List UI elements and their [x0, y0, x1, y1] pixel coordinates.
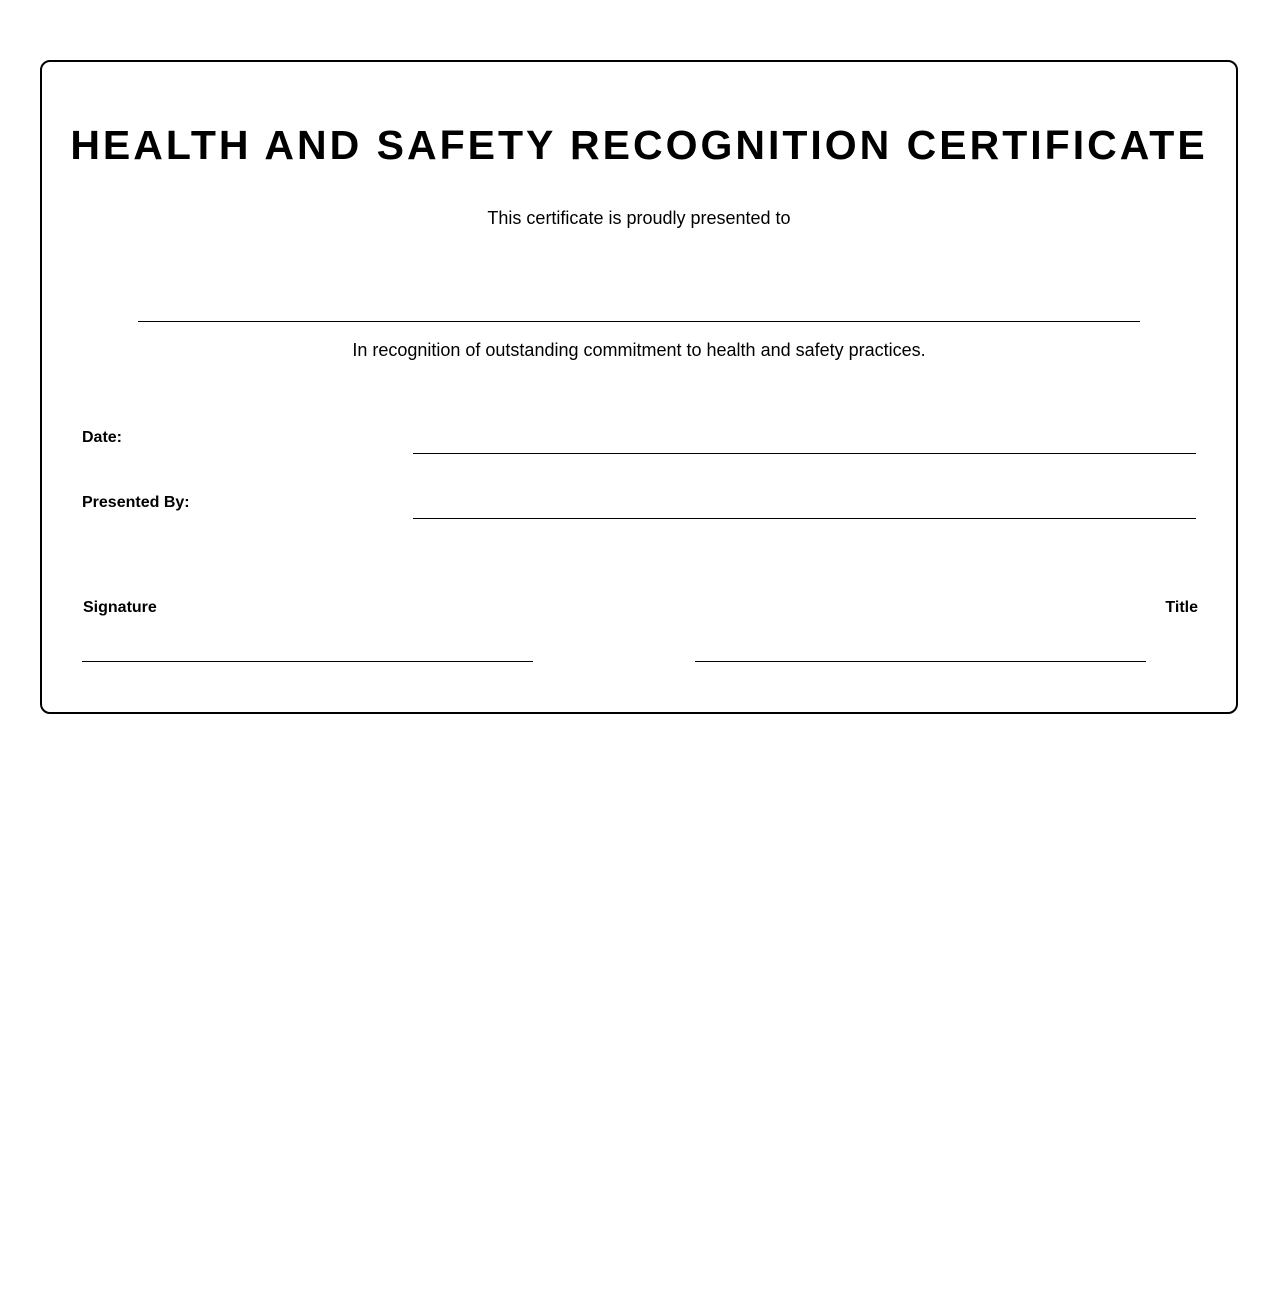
- certificate-frame: [40, 60, 1238, 714]
- recognition-text: In recognition of outstanding commitment to health and safety practices.: [352, 340, 926, 360]
- title-label: Title: [1165, 599, 1198, 616]
- date-line[interactable]: [413, 453, 1196, 454]
- recipient-name-line[interactable]: [138, 321, 1140, 322]
- presented-to-text: This certificate is proudly presented to: [487, 208, 791, 228]
- signature-line[interactable]: [82, 661, 533, 662]
- presented-by-label: Presented By:: [82, 494, 190, 511]
- presented-by-line[interactable]: [413, 518, 1196, 519]
- date-label: Date:: [82, 429, 123, 446]
- certificate-title: HEALTH AND SAFETY RECOGNITION CERTIFICATE: [70, 122, 1208, 168]
- signature-label: Signature: [83, 599, 157, 616]
- title-line[interactable]: [695, 661, 1146, 662]
